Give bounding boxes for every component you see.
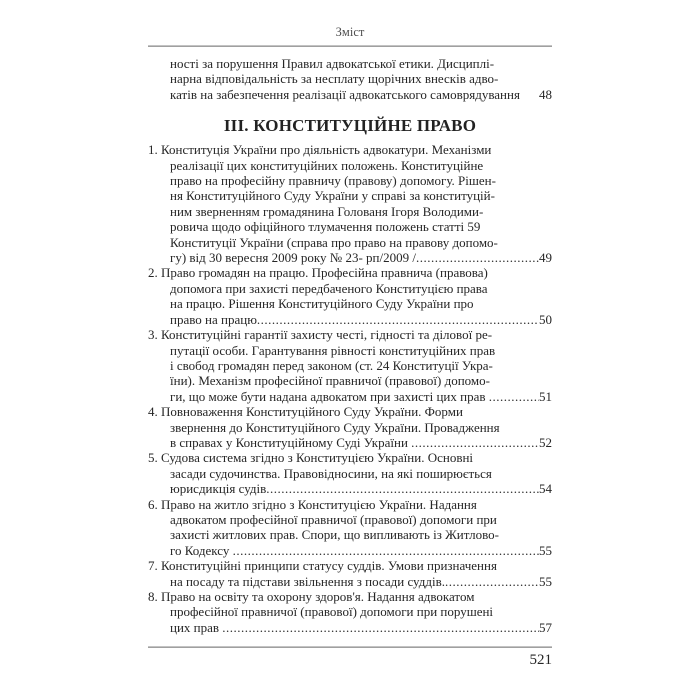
footer-rule — [148, 646, 552, 648]
dot-leader — [411, 435, 539, 450]
toc-line-text: путації особи. Гарантування рівності конституційних прав — [170, 342, 496, 358]
toc-line — [148, 373, 552, 388]
toc-line-text: гу) від 30 вересня 2009 року № 23- рп/2009 / — [170, 250, 416, 266]
toc-page-number: 48 — [539, 86, 552, 102]
toc-line — [148, 265, 552, 280]
toc-line-text: захисті житлових прав. Спори, що випливають із Житлово- — [170, 527, 499, 543]
toc-line-text: ровича щодо офіційного тлумачення положень статті 59 — [170, 219, 481, 235]
toc-line-text: звернення до Конституційного Суду України. Провадження — [170, 419, 500, 435]
toc-line-text: ги, що може бути надана адвокатом при захисті цих прав — [170, 388, 489, 404]
toc-line — [148, 435, 552, 450]
toc-line — [148, 173, 552, 188]
toc-line — [148, 71, 552, 86]
dot-leader — [416, 250, 539, 265]
toc-line-text: в справах у Конституційному Суді України — [170, 434, 412, 450]
toc-page-number: 52 — [539, 434, 552, 450]
toc-line-text: 6. Право на житло згідно з Конституцією України. Надання — [148, 496, 477, 512]
section-heading: ІІІ. КОНСТИТУЦІЙНЕ ПРАВО — [223, 116, 477, 136]
toc-page-number: 49 — [539, 250, 552, 266]
dot-leader — [222, 620, 539, 635]
toc-line — [148, 158, 552, 173]
toc-page-number: 50 — [539, 311, 552, 327]
toc-page-number: 55 — [539, 542, 552, 558]
toc-line — [148, 404, 552, 419]
toc-page-number: 57 — [539, 619, 552, 635]
toc-line — [148, 389, 552, 404]
dot-leader — [445, 574, 539, 589]
toc-line — [148, 142, 552, 157]
toc-line — [148, 219, 552, 234]
dot-leader — [489, 389, 539, 404]
toc-line — [148, 604, 552, 619]
toc-page-number: 51 — [539, 388, 552, 404]
toc-line — [148, 250, 552, 265]
footer-page-number: 521 — [529, 652, 552, 668]
dot-leader — [266, 481, 539, 496]
toc-line-text: 7. Конституційні принципи статусу суддів. Умови призначення — [148, 558, 497, 574]
toc-line — [148, 343, 552, 358]
toc-item — [148, 558, 552, 589]
toc-line — [148, 235, 552, 250]
page-content — [148, 0, 552, 635]
dot-leader — [233, 543, 539, 558]
continuation-paragraph — [148, 56, 552, 102]
toc-line-text: го Кодексу — [170, 542, 233, 558]
toc-line — [148, 358, 552, 373]
toc-item — [148, 327, 552, 404]
toc-line — [148, 296, 552, 311]
toc-line-text: 5. Судова система згідно з Конституцією України. Основні — [148, 450, 474, 466]
toc-line — [148, 281, 552, 296]
toc-line-text: реалізації цих конституційних положень. Конституційне — [170, 157, 484, 173]
toc-line-text: катів на забезпечення реалізації адвокатського самоврядування — [170, 86, 520, 102]
toc-line — [148, 188, 552, 203]
toc-line — [148, 450, 552, 465]
toc-line — [148, 312, 552, 327]
toc-line-text: адвокатом професійної правничої (правової) допомоги при — [170, 511, 497, 527]
toc-line — [148, 204, 552, 219]
page-footer — [148, 641, 552, 669]
toc-line — [148, 56, 552, 71]
toc-line-text: 3. Конституційні гарантії захисту честі, гідності та ділової ре- — [148, 327, 493, 343]
toc-line-text: ності за порушення Правил адвокатської етики. Дисциплі- — [170, 56, 495, 71]
toc-line-text: 1. Конституція України про діяльність адвокатури. Механізми — [148, 142, 492, 158]
dot-leader — [257, 312, 539, 327]
toc-line-text: право на працю — [170, 311, 257, 327]
toc-list — [148, 142, 552, 635]
toc-line-text: засади судочинства. Правовідносини, на які поширюється — [170, 465, 492, 481]
toc-line — [148, 620, 552, 635]
toc-line-text: 8. Право на освіту та охорону здоров'я. Надання адвокатом — [148, 589, 475, 604]
toc-item — [148, 450, 552, 496]
toc-line-text: цих прав — [170, 619, 223, 635]
toc-line — [148, 497, 552, 512]
toc-line-text: 4. Повноваження Конституційного Суду України. Форми — [148, 404, 463, 420]
toc-page-number: 54 — [539, 481, 552, 497]
toc-line-text: юрисдикція судів — [170, 481, 267, 497]
toc-line-text: їни). Механізм професійної правничої (правової) допомо- — [170, 373, 490, 389]
toc-line — [148, 420, 552, 435]
toc-line — [148, 558, 552, 573]
toc-page-number: 55 — [539, 573, 552, 589]
toc-line — [148, 512, 552, 527]
toc-line-text: професійної правничої (правової) допомоги при порушені — [170, 604, 494, 620]
toc-line-text: нарна відповідальність за несплату щорічних внесків адво- — [170, 71, 499, 87]
toc-item — [148, 404, 552, 450]
toc-line — [148, 574, 552, 589]
toc-line — [148, 543, 552, 558]
toc-item — [148, 142, 552, 265]
toc-item — [148, 265, 552, 327]
header-rule — [148, 45, 552, 47]
toc-line — [148, 527, 552, 542]
toc-line — [148, 466, 552, 481]
page-header-title: Зміст — [335, 25, 365, 39]
toc-line-text: на посаду та підстави звільнення з посади суддів. — [170, 573, 445, 589]
toc-line-text: 2. Право громадян на працю. Професійна правнича (правова) — [148, 265, 488, 281]
toc-line — [148, 327, 552, 342]
toc-line-text: Конституції України (справа про право на правову допомо- — [170, 234, 498, 250]
toc-line-text: на працю. Рішення Конституційного Суду України про — [170, 296, 474, 312]
toc-item — [148, 497, 552, 559]
toc-line-text: ним зверненням громадянина Голованя Ігоря Володими- — [170, 203, 484, 219]
toc-line-text: і свобод громадян перед законом (ст. 24 Конституції Укра- — [170, 357, 493, 373]
toc-line — [148, 589, 552, 604]
toc-line-text: ня Конституційного Суду України у справі за конституцій- — [170, 188, 495, 204]
toc-line-text: право на професійну правничу (правову) допомогу. Рішен- — [170, 173, 496, 189]
toc-item — [148, 589, 552, 635]
toc-line-text: допомога при захисті передбаченого Конституцією права — [170, 280, 488, 296]
toc-line — [148, 481, 552, 496]
toc-line — [148, 87, 552, 102]
